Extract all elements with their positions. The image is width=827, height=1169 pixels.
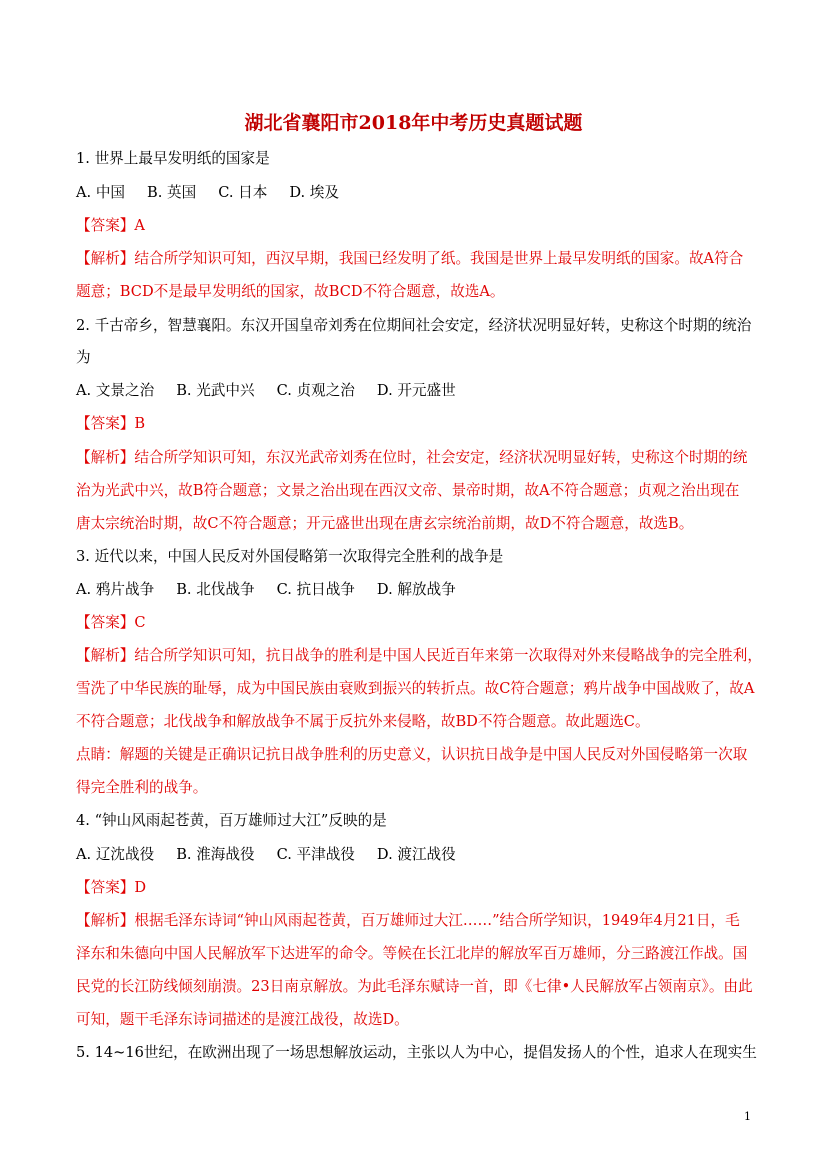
question-2-answer: 【答案】B bbox=[76, 415, 146, 432]
option-a: A. 文景之治 bbox=[76, 382, 155, 399]
question-3-stem: 3. 近代以来，中国人民反对外国侵略第一次取得完全胜利的战争是 bbox=[76, 548, 504, 565]
question-4-stem: 4. “钟山风雨起苍黄，百万雄师过大江”反映的是 bbox=[76, 812, 387, 829]
question-2-analysis-line: 【解析】结合所学知识可知，东汉光武帝刘秀在位时，社会安定，经济状况明显好转，史称这个时期的统 bbox=[76, 449, 748, 466]
question-2-analysis-line: 治为光武中兴，故B符合题意；文景之治出现在西汉文帝、景帝时期，故A不符合题意；贞观之治出现在 bbox=[76, 482, 740, 499]
question-2-stem: 2. 千古帝乡，智慧襄阳。东汉开国皇帝刘秀在位期间社会安定，经济状况明显好转，史称这个时期的统治 bbox=[76, 317, 752, 334]
question-4-answer: 【答案】D bbox=[76, 879, 147, 896]
option-b: B. 英国 bbox=[147, 184, 197, 201]
question-2-options bbox=[76, 380, 756, 402]
question-4-options bbox=[76, 844, 756, 866]
question-1-stem: 1. 世界上最早发明纸的国家是 bbox=[76, 150, 270, 167]
question-3-analysis-line: 雪洗了中华民族的耻辱，成为中国民族由衰败到振兴的转折点。故C符合题意；鸦片战争中国战败了，故A bbox=[76, 680, 755, 697]
question-4-analysis-line: 民党的长江防线倾刻崩溃。23日南京解放。为此毛泽东赋诗一首，即《七律•人民解放军占领南京》。由此 bbox=[76, 978, 753, 995]
question-4-analysis-line: 泽东和朱德向中国人民解放军下达进军的命令。等候在长江北岸的解放军百万雄师，分三路渡江作战。国 bbox=[76, 945, 748, 962]
option-c: C. 抗日战争 bbox=[276, 581, 355, 598]
question-3-tip-line: 得完全胜利的战争。 bbox=[76, 779, 208, 796]
question-1-analysis-line: 【解析】结合所学知识可知，西汉早期，我国已经发明了纸。我国是世界上最早发明纸的国家。故A符合 bbox=[76, 250, 744, 267]
question-1-options bbox=[76, 182, 756, 204]
option-b: B. 光武中兴 bbox=[176, 382, 255, 399]
question-3-answer: 【答案】C bbox=[76, 614, 146, 631]
question-3-analysis-line: 不符合题意；北伐战争和解放战争不属于反抗外来侵略，故BD不符合题意。故此题选C。 bbox=[76, 713, 650, 730]
option-b: B. 北伐战争 bbox=[176, 581, 255, 598]
option-c: C. 贞观之治 bbox=[276, 382, 355, 399]
question-3-tip-line: 点睛：解题的关键是正确识记抗日战争胜利的历史意义，认识抗日战争是中国人民反对外国侵略第一次取 bbox=[76, 746, 748, 763]
option-a: A. 鸦片战争 bbox=[76, 581, 155, 598]
question-4-analysis-line: 【解析】根据毛泽东诗词“钟山风雨起苍黄，百万雄师过大江……”结合所学知识，1949年4月21日，毛 bbox=[76, 912, 740, 929]
option-d: D. 开元盛世 bbox=[376, 382, 456, 399]
question-3-analysis-line: 【解析】结合所学知识可知，抗日战争的胜利是中国人民近百年来第一次取得对外来侵略战争的完全胜利， bbox=[76, 647, 762, 664]
question-2-stem: 为 bbox=[76, 349, 91, 366]
question-1-analysis-line: 题意；BCD不是最早发明纸的国家，故BCD不符合题意，故选A。 bbox=[76, 283, 505, 300]
question-5-stem: 5. 14~16世纪，在欧洲出现了一场思想解放运动，主张以人为中心，提倡发扬人的个性，追求人在现实生 bbox=[76, 1044, 757, 1061]
option-d: D. 解放战争 bbox=[376, 581, 456, 598]
question-1-answer: 【答案】A bbox=[76, 217, 145, 234]
question-2-analysis-line: 唐太宗统治时期，故C不符合题意；开元盛世出现在唐玄宗统治前期，故D不符合题意，故选B。 bbox=[76, 515, 694, 532]
option-b: B. 淮海战役 bbox=[176, 846, 255, 863]
option-c: C. 平津战役 bbox=[276, 846, 355, 863]
option-d: D. 渡江战役 bbox=[376, 846, 456, 863]
question-4-analysis-line: 可知，题干毛泽东诗词描述的是渡江战役，故选D。 bbox=[76, 1011, 409, 1028]
option-a: A. 中国 bbox=[76, 184, 126, 201]
page-number: 1 bbox=[744, 1110, 751, 1123]
question-3-options bbox=[76, 579, 756, 601]
option-c: C. 日本 bbox=[218, 184, 268, 201]
page-title: 湖北省襄阳市2018年中考历史真题试题 bbox=[244, 112, 583, 134]
option-a: A. 辽沈战役 bbox=[76, 846, 155, 863]
option-d: D. 埃及 bbox=[289, 184, 339, 201]
